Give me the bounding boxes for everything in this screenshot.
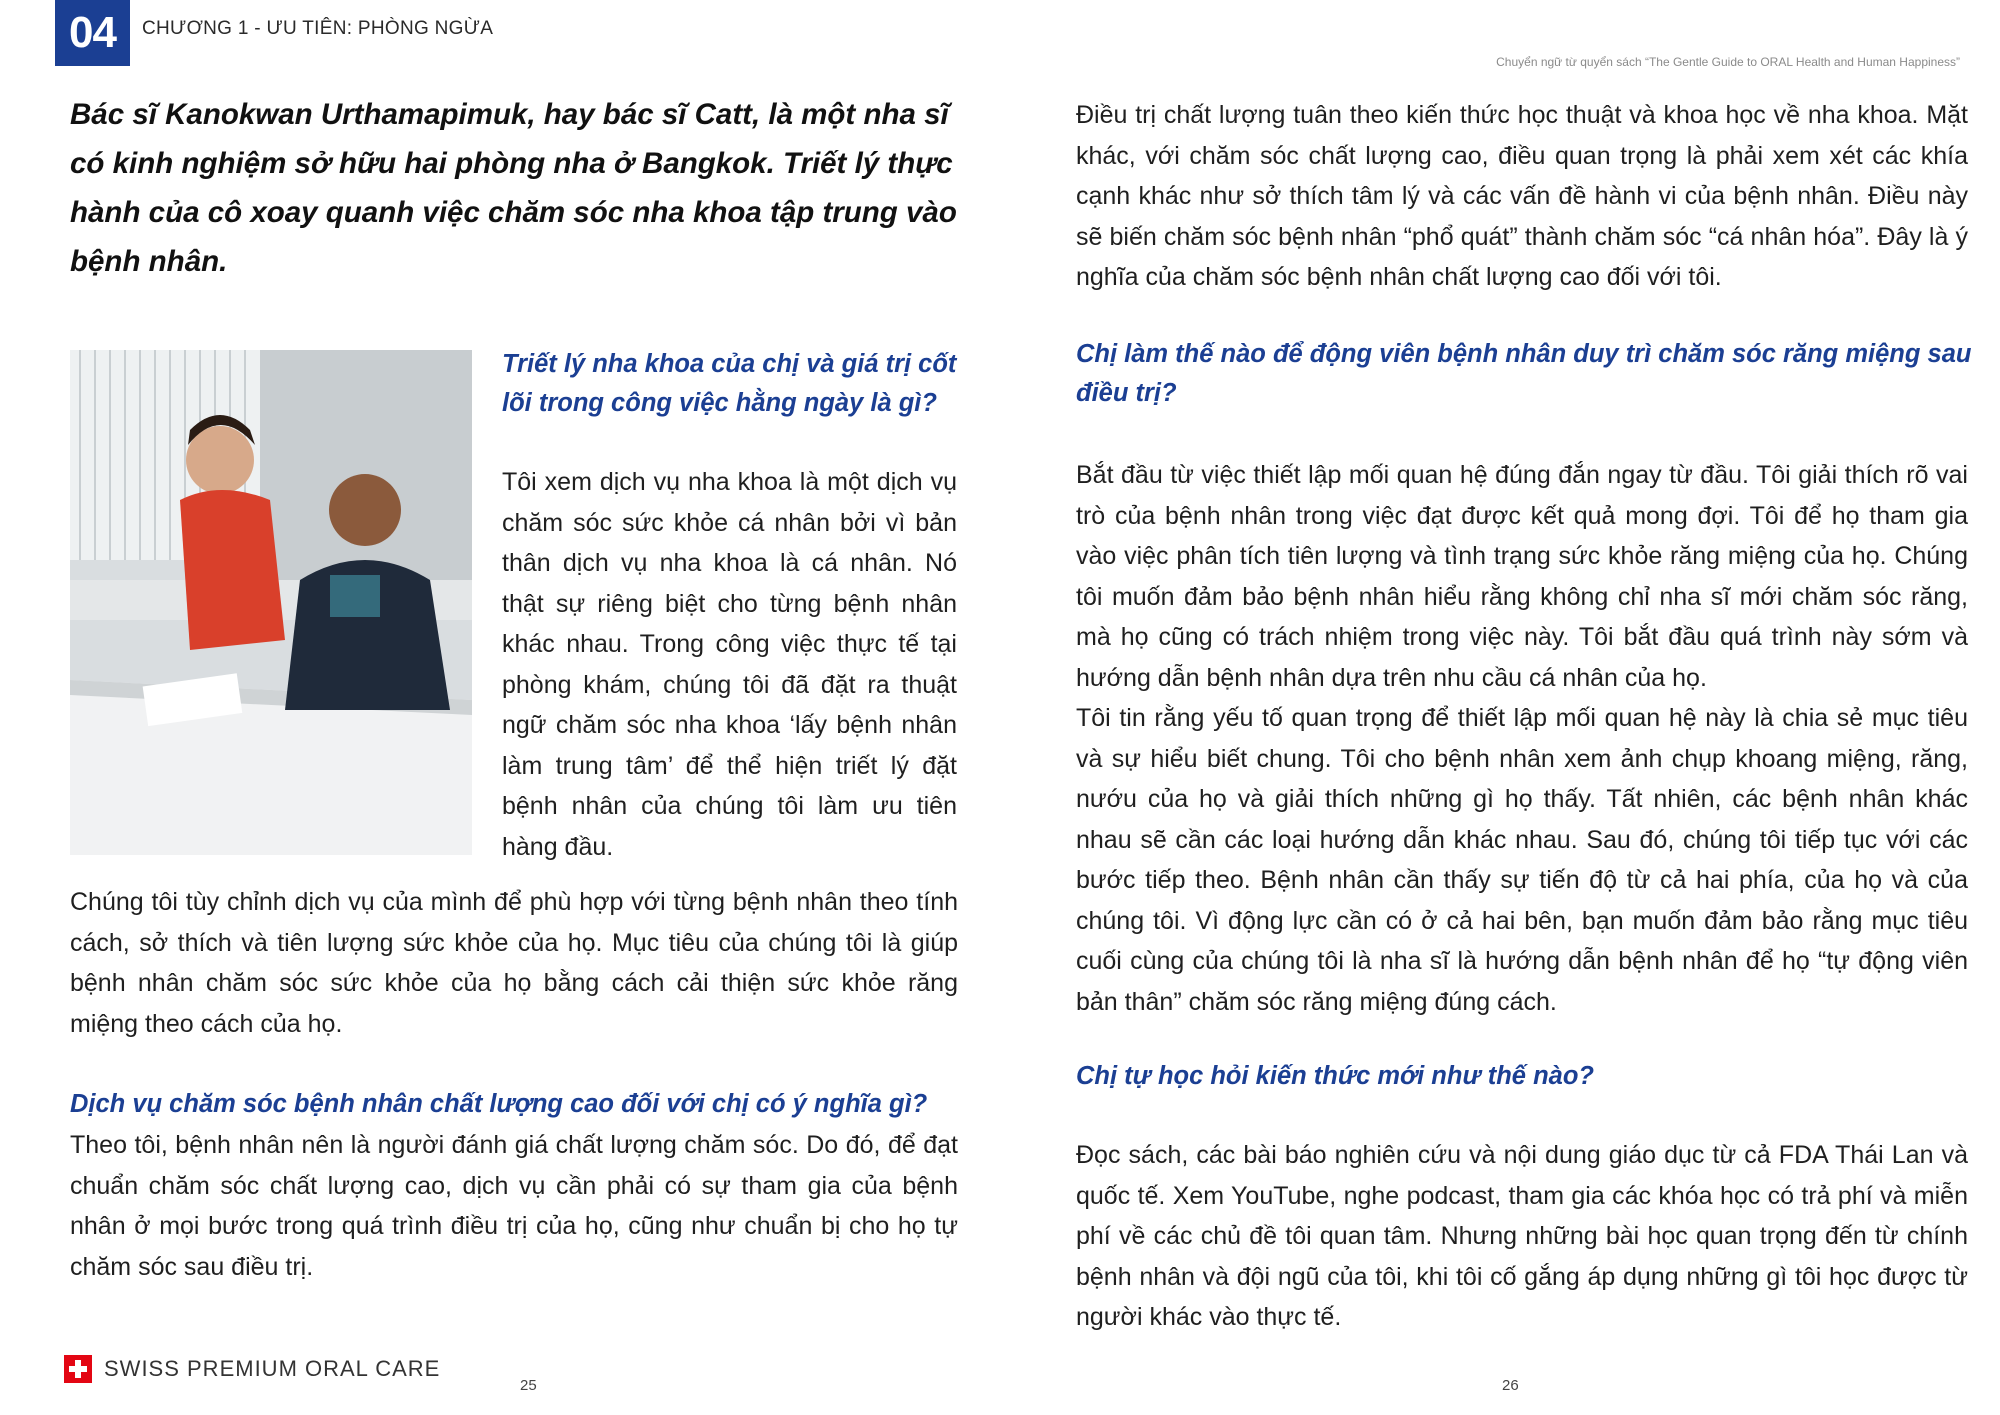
lead-paragraph: Bác sĩ Kanokwan Urthamapimuk, hay bác sĩ Catt, là một nha sĩ có kinh nghiệm sở hữu hai phòng nha ở Bangkok. Triết lý thực hành của cô xoay quanh việc chăm sóc nha khoa tập trung vào bệnh nhân.	[70, 98, 957, 278]
chapter-number-badge: 04	[55, 0, 130, 66]
page-number-right: 26	[1502, 1377, 1519, 1394]
source-note: Chuyển ngữ từ quyển sách “The Gentle Guide to ORAL Health and Human Happiness”	[1496, 55, 1960, 69]
answer-quality-care: Theo tôi, bệnh nhân nên là người đánh giá chất lượng chăm sóc. Do đó, để đạt chuẩn chăm sóc chất lượng cao, dịch vụ cần phải có sự tham gia của bệnh nhân ở mọi bước trong quá trình điều trị của họ, cũng như chuẩn bị cho họ tự chăm sóc sau điều trị.	[70, 1131, 958, 1281]
question-motivation: Chị làm thế nào để động viên bệnh nhân duy trì chăm sóc răng miệng sau điều trị?	[1076, 340, 1972, 407]
answer-philosophy-side: Tôi xem dịch vụ nha khoa là một dịch vụ chăm sóc sức khỏe cá nhân bởi vì bản thân dịch vụ nha khoa là cá nhân. Nó thật sự riêng biệt cho từng bệnh nhân khác nhau. Trong công việc thực tế tại phòng khám, chúng tôi đã đặt ra thuật ngữ chăm sóc nha khoa ‘lấy bệnh nhân làm trung tâm’ để thể hiện triết lý đặt bệnh nhân của chúng tôi làm ưu tiên hàng đầu.	[502, 468, 957, 861]
question-quality-care: Dịch vụ chăm sóc bệnh nhân chất lượng cao đối với chị có ý nghĩa gì?	[70, 1090, 928, 1118]
brand-name: SWISS PREMIUM ORAL CARE	[104, 1356, 441, 1381]
chapter-title: CHƯƠNG 1 - ƯU TIÊN: PHÒNG NGỪA	[142, 18, 494, 39]
page-number-left: 25	[520, 1377, 537, 1394]
answer-philosophy-full: Chúng tôi tùy chỉnh dịch vụ của mình để phù hợp với từng bệnh nhân theo tính cách, sở thích và tiên lượng sức khỏe của họ. Mục tiêu của chúng tôi là giúp bệnh nhân chăm sóc sức khỏe của họ bằng cách cải thiện sức khỏe răng miệng theo cách của họ.	[70, 888, 958, 1038]
answer-motivation-p2: Tôi tin rằng yếu tố quan trọng để thiết lập mối quan hệ này là chia sẻ mục tiêu và sự hiểu biết chung. Tôi cho bệnh nhân xem ảnh chụp khoang miệng, răng, nướu của họ và giải thích những gì họ thấy. Tất nhiên, các bệnh nhân khác nhau sẽ cần các loại hướng dẫn khác nhau. Sau đó, chúng tôi tiếp tục với các bước tiếp theo. Bệnh nhân cần thấy sự tiến độ từ cả hai phía, của họ và của chúng tôi. Vì động lực cần có ở cả hai bên, bạn muốn đảm bảo rằng mục tiêu cuối cùng của chúng tôi là nha sĩ là hướng dẫn bệnh nhân để họ “tự động viên bản thân” chăm sóc răng miệng đúng cách.	[1076, 704, 1968, 1016]
quality-care-continued: Điều trị chất lượng tuân theo kiến thức học thuật và khoa học về nha khoa. Mặt khác, với chăm sóc chất lượng cao, điều quan trọng là phải xem xét các khía cạnh khác như sở thích tâm lý và các vấn đề hành vi của bệnh nhân. Điều này sẽ biến chăm sóc bệnh nhân “phổ quát” thành chăm sóc “cá nhân hóa”. Đây là ý nghĩa của chăm sóc bệnh nhân chất lượng cao đối với tôi.	[1076, 101, 1968, 291]
question-philosophy: Triết lý nha khoa của chị và giá trị cốt lõi trong công việc hằng ngày là gì?	[502, 350, 957, 417]
answer-learning: Đọc sách, các bài báo nghiên cứu và nội dung giáo dục từ cả FDA Thái Lan và quốc tế. Xem YouTube, nghe podcast, tham gia các khóa học có trả phí và miễn phí về các chủ đề tôi quan tâm. Nhưng những bài học quan trọng đến từ chính bệnh nhân và đội ngũ của tôi, khi tôi cố gắng áp dụng những gì tôi học được từ người khác vào thực tế.	[1076, 1141, 1968, 1331]
answer-motivation-p1: Bắt đầu từ việc thiết lập mối quan hệ đúng đắn ngay từ đầu. Tôi giải thích rõ vai trò của bệnh nhân trong việc đạt được kết quả mong đợi. Tôi để họ tham gia vào việc phân tích tiên lượng và tình trạng sức khỏe răng miệng của họ. Chúng tôi muốn đảm bảo bệnh nhân hiểu rằng không chỉ nha sĩ mới chăm sóc răng, mà họ cũng có trách nhiệm trong việc này. Tôi bắt đầu quá trình này sớm và hướng dẫn bệnh nhân dựa trên nhu cầu cá nhân của họ.	[1076, 461, 1968, 692]
question-learning: Chị tự học hỏi kiến thức mới như thế nào?	[1076, 1062, 1594, 1090]
answer-motivation	[1076, 455, 1968, 1022]
